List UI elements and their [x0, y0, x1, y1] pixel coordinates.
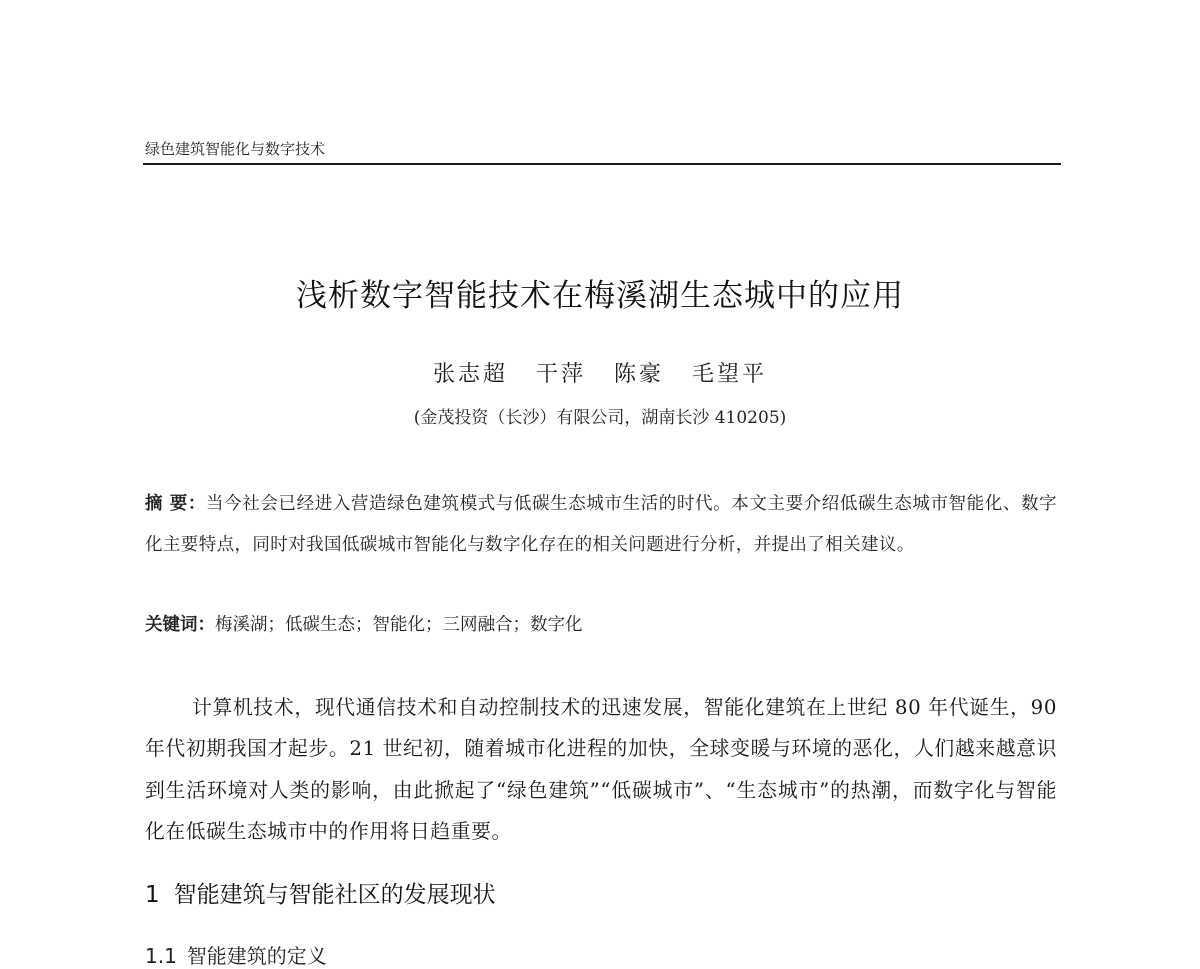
section-number: 1 [145, 882, 160, 908]
author-name: 干萍 [535, 362, 586, 387]
keywords-label: 关键词： [145, 615, 215, 635]
keywords-text: 梅溪湖；低碳生态；智能化；三网融合；数字化 [215, 615, 583, 635]
paper-title: 浅析数字智能技术在梅溪湖生态城中的应用 [296, 278, 904, 314]
subsection-title: 智能建筑的定义 [186, 944, 327, 968]
keywords [145, 611, 1057, 636]
abstract-label: 摘 要： [145, 494, 207, 514]
body-paragraph: 计算机技术，现代通信技术和自动控制技术的迅速发展，智能化建筑在上世纪 80 年代诞生，90 年代初期我国才起步。21 世纪初，随着城市化进程的加快，全球变暖与环境的恶化，人们越来越意识到生活环境对人类的影响，由此掀起了“绿色建筑”“低碳城市”、“生态城市”的热潮，而数字化与智能化在低碳生态城市中的作用将日趋重要。 [145, 696, 1057, 843]
running-head: 绿色建筑智能化与数字技术 [145, 140, 326, 158]
section-heading [145, 876, 496, 909]
subsection-number: 1.1 [145, 944, 177, 968]
section-title: 智能建筑与智能社区的发展现状 [173, 882, 496, 908]
subsection-heading [145, 940, 327, 969]
affiliation: (金茂投资（长沙）有限公司，湖南长沙 410205) [413, 408, 787, 428]
abstract [145, 484, 1057, 566]
author-name: 陈豪 [614, 362, 665, 387]
abstract-text: 当今社会已经进入营造绿色建筑模式与低碳生态城市生活的时代。本文主要介绍低碳生态城市智能化、数字化主要特点，同时对我国低碳城市智能化与数字化存在的相关问题进行分析，并提出了相关建议。 [145, 494, 1058, 555]
header-rule [143, 163, 1061, 165]
author-name: 毛望平 [692, 362, 768, 387]
author-name: 张志超 [432, 362, 508, 387]
author-list [0, 357, 1200, 388]
